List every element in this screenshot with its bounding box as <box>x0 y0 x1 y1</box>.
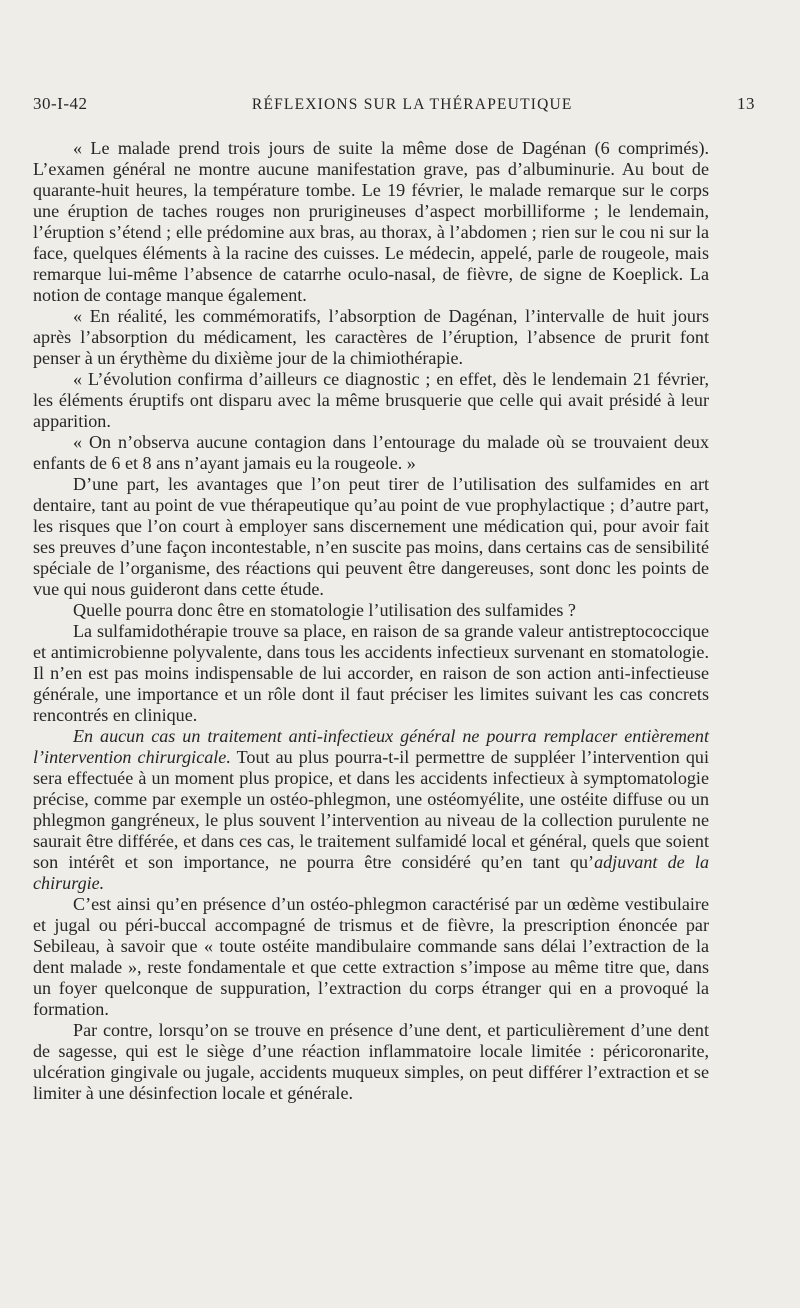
paragraph-quote-4: « On n’observa aucune contagion dans l’entourage du malade où se trouvaient deux enfants de 6 et 8 ans n’ayant jamais eu la rougeole. » <box>33 432 709 473</box>
paragraph-quote-1: « Le malade prend trois jours de suite la même dose de Dagénan (6 comprimés). L’examen général ne montre aucune manifestation grave, pas d’albuminurie. Au bout de quarante-huit heures, la température tombe. Le 19 février, le malade remarque sur le corps une éruption de taches rouges non prurigineuses d’aspect morbilliforme ; le lendemain, l’éruption s’étend ; elle prédomine aux bras, au thorax, à l’abdomen ; rien sur le cou ni sur la face, quelques éléments à la racine des cuisses. Le médecin, appelé, parle de rougeole, mais remarque lui-même l’absence de catarrhe oculo-nasal, de fièvre, de signe de Koeplick. La notion de contage manque également. <box>33 138 709 305</box>
paragraph-quote-3: « L’évolution confirma d’ailleurs ce diagnostic ; en effet, dès le lendemain 21 février, les éléments éruptifs ont disparu avec la même brusquerie que celle qui avait présidé à leur apparition. <box>33 369 709 431</box>
header-title: RÉFLEXIONS SUR LA THÉRAPEUTIQUE <box>251 96 573 113</box>
paragraph-6: Quelle pourra donc être en stomatologie l’utilisation des sulfamides ? <box>73 600 576 620</box>
italic-adjuvant: adjuvant de la chirurgie. <box>33 852 709 893</box>
paragraph-9: C’est ainsi qu’en présence d’un ostéo-phlegmon caractérisé par un œdème vestibulaire et jugal ou péri-buccal accompagné de trismus et de fièvre, la prescription énoncée par Sebileau, à savoir que « toute ostéite mandibulaire commande sans délai l’extraction de la dent malade », reste fondamentale et que cette extraction s’impose au même titre que, dans un foyer quelconque de suppuration, l’extraction du corps étranger qui en a provoqué la formation. <box>33 894 709 1019</box>
page-number: 13 <box>737 94 755 113</box>
paragraph-8-qu: qu’ <box>569 852 595 872</box>
paragraph-quote-2: « En réalité, les commémoratifs, l’absorption de Dagénan, l’intervalle de huit jours après l’absorption du médicament, les caractères de l’éruption, l’absence de prurit font penser à un érythème du dixième jour de la chimiothérapie. <box>33 306 709 368</box>
paragraph-10: Par contre, lorsqu’on se trouve en présence d’une dent, et particulièrement d’une dent de sagesse, qui est le siège d’une réaction inflammatoire locale limitée : péricoronarite, ulcération gingivale ou jugale, accidents muqueux simples, on peut différer l’extraction et se limiter à une désinfection locale et générale. <box>33 1020 709 1103</box>
paragraph-8-text: Tout au plus pourra-t-il permettre de suppléer l’intervention qui sera effectuée à un moment plus propice, et dans les accidents infectieux à symptomatologie précise, comme par exemple un ostéo-phlegmon, une ostéomyélite, une ostéite diffuse ou un phlegmon gangréneux, le plus souvent l’intervention au niveau de la collection purulente ne saurait être différée, et dans ces cas, le traitement sulfamidé local et général, quels que soient son intérêt et son importance, ne pourra être considéré qu’en tant <box>33 747 709 872</box>
header-date: 30-I-42 <box>33 94 88 113</box>
paragraph-7: La sulfamidothérapie trouve sa place, en raison de sa grande valeur antistreptococcique et antimicrobienne polyvalente, dans tous les accidents infectieux survenant en stomatologie. Il n’en est pas moins indispensable de lui accorder, en raison de son action anti-infectieuse générale, une importance et un rôle dont il faut préciser les limites suivant les cas concrets rencontrés en clinique. <box>33 621 709 725</box>
body-text <box>33 138 709 1104</box>
paragraph-5: D’une part, les avantages que l’on peut tirer de l’utilisation des sulfamides en art dentaire, tant au point de vue thérapeutique qu’au point de vue prophylactique ; d’autre part, les risques que l’on court à employer sans discernement une médication qui, pour avoir fait ses preuves d’une façon incontestable, n’en suscite pas moins, dans certains cas de sensibilité spéciale de l’organisme, des réactions qui peuvent être dangereuses, sont donc les points de vue qui nous guideront dans cette étude. <box>33 474 709 599</box>
paragraph-8 <box>33 726 709 894</box>
italic-statement: En aucun cas un traitement anti-infectieux général ne pourra remplacer entièrement l’intervention chirurgicale. <box>33 726 709 767</box>
running-head <box>33 94 755 114</box>
